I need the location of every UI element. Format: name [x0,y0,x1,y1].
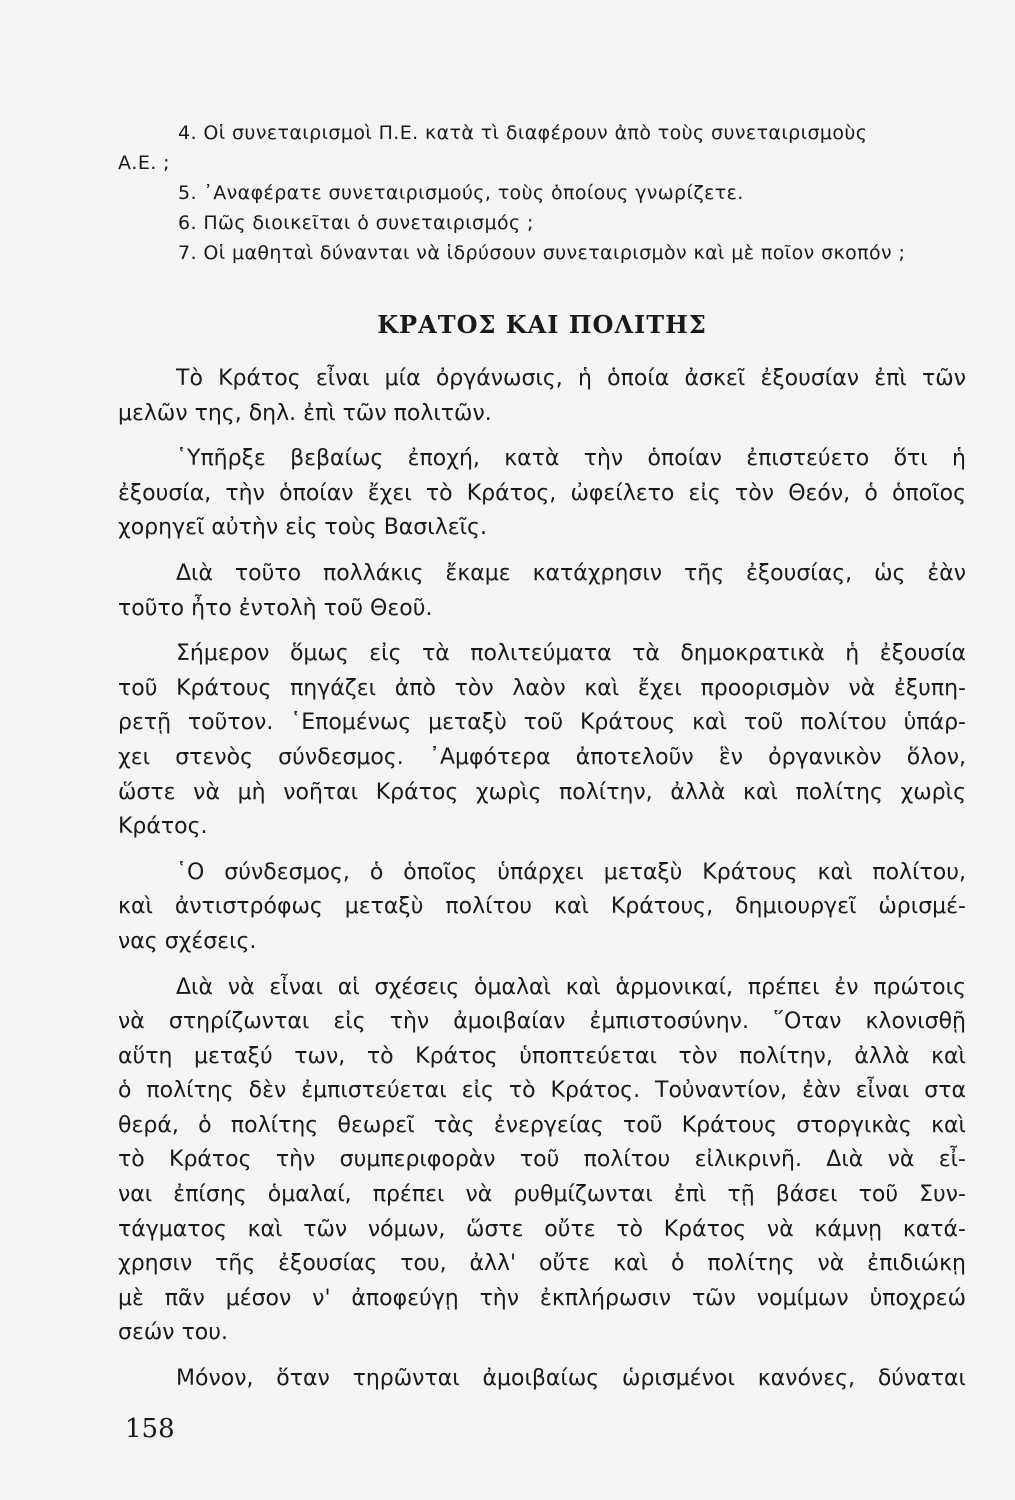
text-line: μελῶν της, δηλ. ἐπὶ τῶν πολιτῶν. [118,400,492,426]
question-4: 4. Οἱ συνεταιρισμοὶ Π.Ε. κατὰ τὶ διαφέρουν ἀπὸ τοὺς συνεταιρισμοὺς [178,122,868,144]
paragraph-2 [118,442,966,546]
text-line: ῾Υπῆρξε βεβαίως ἐποχή, κατὰ τὴν ὁποίαν ἐπιστεύετο ὅτι ἡ [176,446,966,472]
paragraph-5 [118,856,966,960]
text-line: καὶ ἀντιστρόφως μεταξὺ πολίτου καὶ Κράτους, δημιουργεῖ ὡρισμέ- [118,894,966,920]
text-line: νὰ στηρίζωνται εἰς τὴν ἀμοιβαίαν ἐμπιστοσύνην. ῞Οταν κλονισθῇ [118,1009,966,1035]
review-questions [118,118,966,268]
question-4-continuation: Α.Ε. ; [118,152,170,174]
paragraph-4 [118,637,966,845]
text-line: Μόνον, ὅταν τηρῶνται ἀμοιβαίως ὡρισμένοι κανόνες, δύναται [176,1366,966,1392]
question-5: 5. ᾿Αναφέρατε συνεταιρισμούς, τοὺς ὁποίους γνωρίζετε. [178,182,744,204]
question-6: 6. Πῶς διοικεῖται ὁ συνεταιρισμός ; [178,212,534,234]
section-body [118,362,966,1397]
text-line: Διὰ νὰ εἶναι αἱ σχέσεις ὁμαλαὶ καὶ ἁρμονικαί, πρέπει ἐν πρώτοις [176,974,966,1000]
text-line: μὲ πᾶν μέσον ν' ἀποφεύγῃ τὴν ἐκπλήρωσιν τῶν νομίμων ὑποχρεώ [118,1285,966,1311]
text-line: σεών του. [118,1320,228,1346]
paragraph-3 [118,557,966,626]
text-line: Τὸ Κράτος εἶναι μία ὀργάνωσις, ἡ ὁποία ἀσκεῖ ἐξουσίαν ἐπὶ τῶν [176,366,966,391]
text-line: Σήμερον ὅμως εἰς τὰ πολιτεύματα τὰ δημοκρατικὰ ἡ ἐξουσία [176,641,966,667]
text-line: χορηγεῖ αὐτὴν εἰς τοὺς Βασιλεῖς. [118,515,487,541]
paragraph-7 [118,1362,966,1397]
text-line: τὸ Κράτος τὴν συμπεριφορὰν τοῦ πολίτου εἰλικρινῆ. Διὰ νὰ εἶ- [118,1147,966,1173]
section-heading: ΚΡΑΤΟΣ ΚΑΙ ΠΟΛΙΤΗΣ [377,310,707,339]
paragraph-1 [118,362,966,431]
text-line: ναι ἐπίσης ὁμαλαί, πρέπει νὰ ρυθμίζωνται ἐπὶ τῇ βάσει τοῦ Συν- [118,1182,966,1208]
text-line: τάγματος καὶ τῶν νόμων, ὥστε οὔτε τὸ Κράτος νὰ κάμνῃ κατά- [118,1216,966,1242]
text-line: θερά, ὁ πολίτης θεωρεῖ τὰς ἐνεργείας τοῦ Κράτους στοργικὰς καὶ [118,1112,966,1138]
text-line: τοῦτο ἦτο ἐντολὴ τοῦ Θεοῦ. [118,595,433,621]
text-line: τοῦ Κράτους πηγάζει ἀπὸ τὸν λαὸν καὶ ἔχει προορισμὸν νὰ ἐξυπη- [118,675,966,701]
question-7: 7. Οἱ μαθηταὶ δύνανται νὰ ἱδρύσουν συνεταιρισμὸν καὶ μὲ ποῖον σκοπόν ; [178,242,906,264]
text-line: νας σχέσεις. [118,928,257,954]
text-line: Διὰ τοῦτο πολλάκις ἔκαμε κατάχρησιν τῆς ἐξουσίας, ὡς ἐὰν [176,560,966,586]
text-line: ἐξουσία, τὴν ὁποίαν ἔχει τὸ Κράτος, ὠφείλετο εἰς τὸν Θεόν, ὁ ὁποῖος [118,480,966,506]
text-line: ρετῇ τοῦτον. ῾Επομένως μεταξὺ τοῦ Κράτους καὶ τοῦ πολίτου ὑπάρ- [118,710,966,736]
text-line: ῾Ο σύνδεσμος, ὁ ὁποῖος ὑπάρχει μεταξὺ Κράτους καὶ πολίτου, [176,859,966,885]
paragraph-6 [118,971,966,1352]
text-line: ὥστε νὰ μὴ νοῆται Κράτος χωρὶς πολίτην, ἀλλὰ καὶ πολίτης χωρὶς [118,779,966,805]
text-line: αὕτη μεταξύ των, τὸ Κράτος ὑποπτεύεται τὸν πολίτην, ἀλλὰ καὶ [118,1043,966,1069]
text-line: ὁ πολίτης δὲν ἐμπιστεύεται εἰς τὸ Κράτος. Τοὐναντίον, ἐὰν εἶναι στα [118,1078,966,1104]
text-line: Κράτος. [118,814,208,840]
text-line: χει στενὸς σύνδεσμος. ᾿Αμφότερα ἀποτελοῦν ἓν ὀργανικὸν ὅλον, [118,744,966,770]
text-line: χρησιν τῆς ἐξουσίας του, ἀλλ' οὔτε καὶ ὁ πολίτης νὰ ἐπιδιώκῃ [118,1251,966,1277]
page-number: 158 [125,1414,175,1444]
